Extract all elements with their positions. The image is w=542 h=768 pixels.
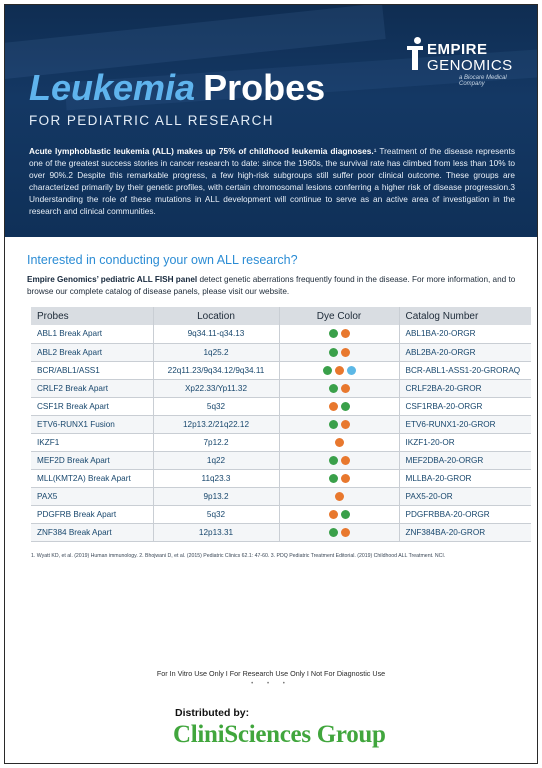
logo-text-line2: GENOMICS	[427, 57, 513, 74]
research-bold: Empire Genomics’ pediatric ALL FISH panel	[27, 275, 198, 284]
probe-location: 5q32	[153, 397, 279, 415]
dye-colors	[279, 433, 399, 451]
catalog-number: MLLBA-20-GROR	[399, 469, 531, 487]
green-dye-dot-icon	[329, 348, 338, 357]
orange-dye-dot-icon	[341, 384, 350, 393]
table-row	[31, 379, 531, 397]
logo-tagline: a Biocare Medical Company	[459, 75, 507, 87]
research-heading: Interested in conducting your own ALL research?	[27, 253, 298, 267]
orange-dye-dot-icon	[341, 474, 350, 483]
distributor-logo: CliniSciences Group	[173, 721, 386, 748]
probe-name: ABL2 Break Apart	[31, 343, 153, 361]
probe-location: 1q22	[153, 451, 279, 469]
probe-location: 9p13.2	[153, 487, 279, 505]
catalog-number: MEF2DBA-20-ORGR	[399, 451, 531, 469]
usage-disclaimer: For In Vitro Use Only I For Research Use Only I Not For Diagnostic Use	[156, 669, 386, 678]
orange-dye-dot-icon	[335, 492, 344, 501]
orange-dye-dot-icon	[341, 329, 350, 338]
logo-text-line1: EMPIRE	[427, 41, 488, 58]
header-catalog-number: Catalog Number	[399, 307, 531, 325]
intro-paragraph	[29, 145, 515, 218]
catalog-number: CRLF2BA-20-GROR	[399, 379, 531, 397]
references: 1. Wyatt KD, et al. (2019) Human immunology. 2. Bhojwani D, et al. (2015) Pediatric Clinics 62.1: 47-60. 3. PDQ Pediatric Treatment Editorial. (2019) Childhood ALL Treatment. NCI.	[31, 553, 446, 559]
header-probes: Probes	[31, 307, 153, 325]
orange-dye-dot-icon	[335, 438, 344, 447]
probe-location: 1q25.2	[153, 343, 279, 361]
green-dye-dot-icon	[329, 474, 338, 483]
table-row	[31, 415, 531, 433]
orange-dye-dot-icon	[341, 528, 350, 537]
probe-name: CRLF2 Break Apart	[31, 379, 153, 397]
probe-location: 22q11.23/9q34.12/9q34.11	[153, 361, 279, 379]
probe-location: 12p13.31	[153, 523, 279, 541]
catalog-number: CSF1RBA-20-ORGR	[399, 397, 531, 415]
logo-mark-icon	[407, 37, 423, 71]
table-row	[31, 523, 531, 541]
header-dye-color: Dye Color	[279, 307, 399, 325]
probe-name: MLL(KMT2A) Break Apart	[31, 469, 153, 487]
table-row	[31, 343, 531, 361]
table-row	[31, 325, 531, 343]
green-dye-dot-icon	[341, 510, 350, 519]
dye-colors	[279, 397, 399, 415]
orange-dye-dot-icon	[341, 420, 350, 429]
intro-bold: Acute lymphoblastic leukemia (ALL) makes up 75% of childhood leukemia diagnoses.	[29, 146, 374, 156]
intro-text: ¹ Treatment of the disease represents one of the greatest success stories in cancer research to date: since the 1960s, the survival rate has climbed from less than 10% to over 90%.2 Despite this remarkable progress, a few high-risk subgroups still suffer poor clinical outcome. These groups are characterized primarily by their genetic profiles, with certain chromosomal lesions conferring a higher risk of disease progression.3 Understanding the role of these mutations in ALL development will continue to serve as an active area of investigation in the research and clinical communities.	[29, 146, 515, 217]
orange-dye-dot-icon	[329, 510, 338, 519]
header-banner	[5, 5, 537, 237]
table-row	[31, 451, 531, 469]
table-row	[31, 433, 531, 451]
dye-colors	[279, 325, 399, 343]
catalog-number: ABL2BA-20-ORGR	[399, 343, 531, 361]
dotted-divider: • • •	[251, 681, 291, 687]
probe-name: IKZF1	[31, 433, 153, 451]
empire-genomics-logo	[403, 33, 533, 85]
orange-dye-dot-icon	[341, 348, 350, 357]
catalog-number: PDGFRBBA-20-ORGR	[399, 505, 531, 523]
green-dye-dot-icon	[329, 384, 338, 393]
probe-location: 9q34.11-q34.13	[153, 325, 279, 343]
table-row	[31, 361, 531, 379]
table-row	[31, 487, 531, 505]
datasheet-page	[4, 4, 538, 764]
table-row	[31, 505, 531, 523]
dye-colors	[279, 361, 399, 379]
green-dye-dot-icon	[329, 456, 338, 465]
catalog-number: ETV6-RUNX1-20-GROR	[399, 415, 531, 433]
probe-location: 11q23.3	[153, 469, 279, 487]
orange-dye-dot-icon	[329, 402, 338, 411]
probes-table	[31, 307, 531, 542]
probe-name: ABL1 Break Apart	[31, 325, 153, 343]
title-main: Probes	[203, 67, 326, 108]
orange-dye-dot-icon	[341, 456, 350, 465]
catalog-number: PAX5-20-OR	[399, 487, 531, 505]
distributed-label: Distributed by:	[175, 707, 250, 719]
catalog-number: IKZF1-20-OR	[399, 433, 531, 451]
probe-name: PDGFRB Break Apart	[31, 505, 153, 523]
dye-colors	[279, 487, 399, 505]
dye-colors	[279, 505, 399, 523]
green-dye-dot-icon	[341, 402, 350, 411]
probe-name: PAX5	[31, 487, 153, 505]
probe-location: 7p12.2	[153, 433, 279, 451]
green-dye-dot-icon	[329, 420, 338, 429]
dye-colors	[279, 415, 399, 433]
table-header-row	[31, 307, 531, 325]
table-body	[31, 325, 531, 541]
probe-name: ZNF384 Break Apart	[31, 523, 153, 541]
dye-colors	[279, 343, 399, 361]
probe-location: 5q32	[153, 505, 279, 523]
probe-location: 12p13.2/21q22.12	[153, 415, 279, 433]
green-dye-dot-icon	[323, 366, 332, 375]
probe-name: MEF2D Break Apart	[31, 451, 153, 469]
research-section	[27, 253, 519, 298]
probe-location: Xp22.33/Yp11.32	[153, 379, 279, 397]
catalog-number: BCR-ABL1-ASS1-20-GRORAQ	[399, 361, 531, 379]
dye-colors	[279, 451, 399, 469]
orange-dye-dot-icon	[335, 366, 344, 375]
table-row	[31, 397, 531, 415]
table-row	[31, 469, 531, 487]
research-body: detect genetic aberrations frequently found in the disease. For more information, and to browse our complete catalog of disease panels, please visit our website.	[27, 275, 516, 296]
title-lead: Leukemia	[29, 67, 196, 108]
dye-colors	[279, 379, 399, 397]
aqua-dye-dot-icon	[347, 366, 356, 375]
dye-colors	[279, 469, 399, 487]
header-location: Location	[153, 307, 279, 325]
catalog-number: ABL1BA-20-ORGR	[399, 325, 531, 343]
probe-name: BCR/ABL1/ASS1	[31, 361, 153, 379]
dye-colors	[279, 523, 399, 541]
research-text	[27, 274, 519, 298]
page-subtitle: FOR PEDIATRIC ALL RESEARCH	[29, 113, 274, 128]
catalog-number: ZNF384BA-20-GROR	[399, 523, 531, 541]
probe-name: CSF1R Break Apart	[31, 397, 153, 415]
page-title	[29, 67, 325, 109]
green-dye-dot-icon	[329, 528, 338, 537]
green-dye-dot-icon	[329, 329, 338, 338]
probe-name: ETV6-RUNX1 Fusion	[31, 415, 153, 433]
